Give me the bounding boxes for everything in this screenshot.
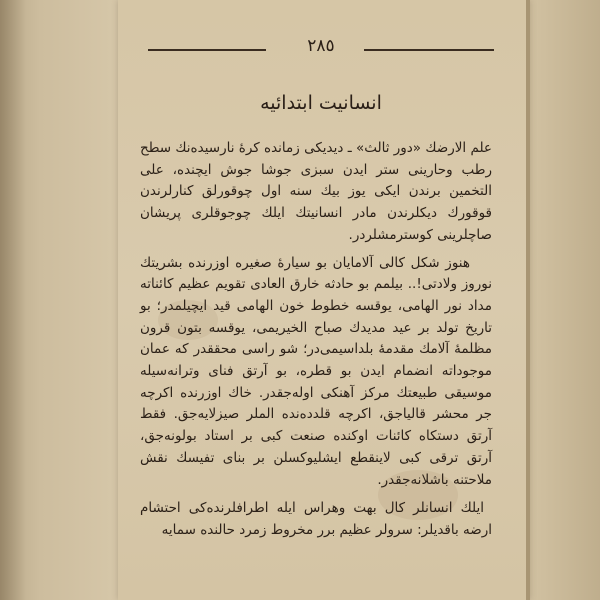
page-edge: [526, 0, 530, 600]
running-header: [148, 36, 494, 58]
body-text: [140, 138, 492, 542]
paragraph-2: هنوز شكل كالی آلامایان بو سیارۀ صغیره اوزرنده بشریتك نوروز ولادتی!.. بیلمم بو حادثه خارق العادی تقویم عظیم كائناته مداد نور الهامی، یوقسه خطوط خون الهامی قید ایچیلمدر؛ بو تاریخ تولد بر عید مدیدك صباح الخیریمی، یوقسه بتون قرون مظلمۀ آلامك مقدمۀ بلداسیمی‌در؛ شو راسی محققدر كه عمان موجوداته انضمام ایدن بو قطره، بو آرتق فنای وترانه‌سیله موسیقی طبیعتك مركز آهنكی اوله‌جقدر. خاك اوزرنده اكرچه جر محشر قالیاجق، اكرچه قلدده‌نده الملر صیزلایه‌جق. فقط آرتق دستكاه كائنات اوكنده صنعت كبی بر استاد بولونه‌جق، آرتق ترقی كبی لاینقطع ایشلیوكسلن بر بنای تفیسك نقش ملاحتنه باشلانه‌جقدر.: [140, 254, 492, 488]
paragraph-3: ایلك انسانلر كال بهت وهراس ایله اطرافلرنده‌كی احتشام ارضه باقدیلر: سرولر عظیم برر مخروط زمرد حالنده سمایه: [140, 500, 492, 538]
header-rule-right: [364, 49, 494, 51]
binding-shadow: [0, 0, 26, 600]
section-title: انسانیت ابتدائیه: [260, 92, 382, 114]
book-page: [118, 0, 530, 600]
page-number: ٢٨٥: [307, 36, 335, 56]
paragraph-1: علم الارضك «دور ثالث» ـ دیدیكی زمانده كرۀ نارسیده‌نك سطح رطب وحارینی ستر ایدن سبزی جوشا جوش ایچنده، علی التخمین برندن ایکی یوز بیك سنه اول چوقورلق كنارلرندن قوقورك دیكلرندن مادر انسانیتك ایلك چوجوقلری پریشان صاچلرینی كوسترمشلردر.: [140, 140, 492, 243]
